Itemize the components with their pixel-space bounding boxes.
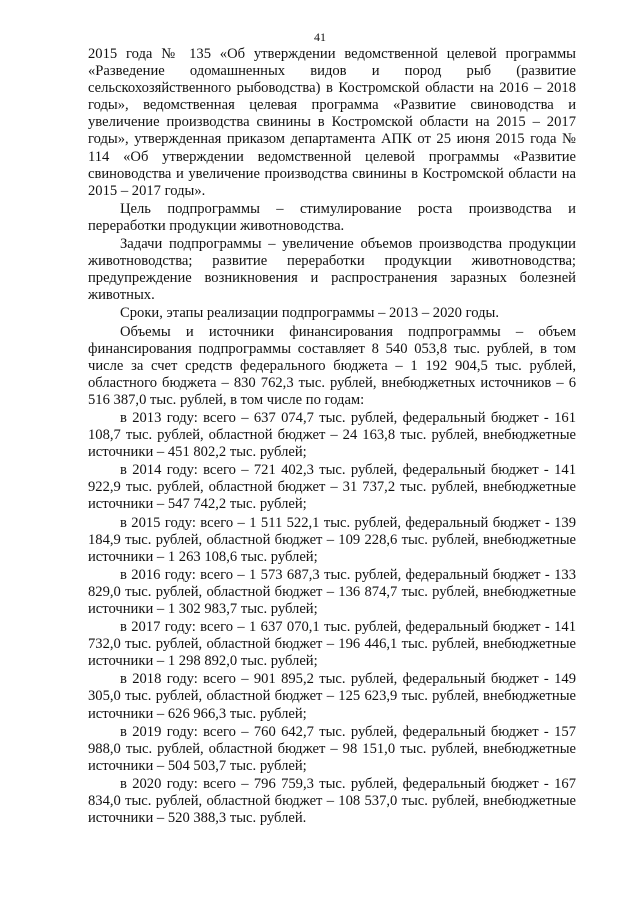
- paragraph-goal: Цель подпрограммы – стимулирование роста производства и переработки продукции животноводства.: [88, 200, 576, 234]
- paragraph-funding-2015: в 2015 году: всего – 1 511 522,1 тыс. рублей, федеральный бюджет - 139 184,9 тыс. рублей, областной бюджет – 109 228,6 тыс. рублей, внебюджетные источники – 1 263 108,6 тыс. рублей;: [88, 514, 576, 565]
- paragraph-funding-total: Объемы и источники финансирования подпрограммы – объем финансирования подпрограммы составляет 8 540 053,8 тыс. рублей, в том числе за счет средств федерального бюджета – 1 192 904,5 тыс. рублей, областного бюджета – 830 762,3 тыс. рублей, внебюджетных источников – 6 516 387,0 тыс. рублей, в том числе по годам:: [88, 323, 576, 408]
- paragraph-funding-2020: в 2020 году: всего – 796 759,3 тыс. рублей, федеральный бюджет - 167 834,0 тыс. рублей, областной бюджет – 108 537,0 тыс. рублей, внебюджетные источники – 520 388,3 тыс. рублей.: [88, 775, 576, 827]
- paragraph-funding-2019: в 2019 году: всего – 760 642,7 тыс. рублей, федеральный бюджет - 157 988,0 тыс. рублей, областной бюджет – 98 151,0 тыс. рублей, внебюджетные источники – 504 503,7 тыс. рублей;: [88, 723, 576, 774]
- paragraph-timeline: Сроки, этапы реализации подпрограммы – 2013 – 2020 годы.: [120, 305, 500, 322]
- paragraph-program-references: 2015 года № 135 «Об утверждении ведомственной целевой программы «Разведение одомашненных видов и пород рыб (развитие сельскохозяйственного рыбоводства) в Костромской области на 2016 – 2018 годы», ведомственная целевая программа «Развитие свиноводства и увеличение производства свинины в Костромской области на 2015 – 2017 годы», утвержденная приказом департамента АПК от 25 июня 2015 года № 114 «Об утверждении ведомственной целевой программы «Развитие свиноводства и увеличение производства свинины в Костромской области на 2015 – 2017 годы».: [88, 46, 576, 199]
- document-body: [88, 46, 576, 827]
- paragraph-funding-2014: в 2014 году: всего – 721 402,3 тыс. рублей, федеральный бюджет - 141 922,9 тыс. рублей, областной бюджет – 31 737,2 тыс. рублей, внебюджетные источники – 547 742,2 тыс. рублей;: [88, 462, 576, 513]
- page-number: 41: [314, 30, 326, 44]
- paragraph-tasks: Задачи подпрограммы – увеличение объемов производства продукции животноводства; развитие переработки продукции животноводства; предупреждение возникновения и распространения заразных болезней животных.: [88, 236, 576, 304]
- paragraph-funding-2016: в 2016 году: всего – 1 573 687,3 тыс. рублей, федеральный бюджет - 133 829,0 тыс. рублей, областной бюджет – 136 874,7 тыс. рублей, внебюджетные источники – 1 302 983,7 тыс. рублей;: [88, 566, 576, 617]
- paragraph-funding-2017: в 2017 году: всего – 1 637 070,1 тыс. рублей, федеральный бюджет - 141 732,0 тыс. рублей, областной бюджет – 196 446,1 тыс. рублей, внебюджетные источники – 1 298 892,0 тыс. рублей;: [88, 619, 576, 670]
- paragraph-funding-2018: в 2018 году: всего – 901 895,2 тыс. рублей, федеральный бюджет - 149 305,0 тыс. рублей, областной бюджет – 125 623,9 тыс. рублей, внебюджетные источники – 626 966,3 тыс. рублей;: [88, 671, 576, 722]
- paragraph-funding-2013: в 2013 году: всего – 637 074,7 тыс. рублей, федеральный бюджет - 161 108,7 тыс. рублей, областной бюджет – 24 163,8 тыс. рублей, внебюджетные источники – 451 802,2 тыс. рублей;: [88, 409, 576, 461]
